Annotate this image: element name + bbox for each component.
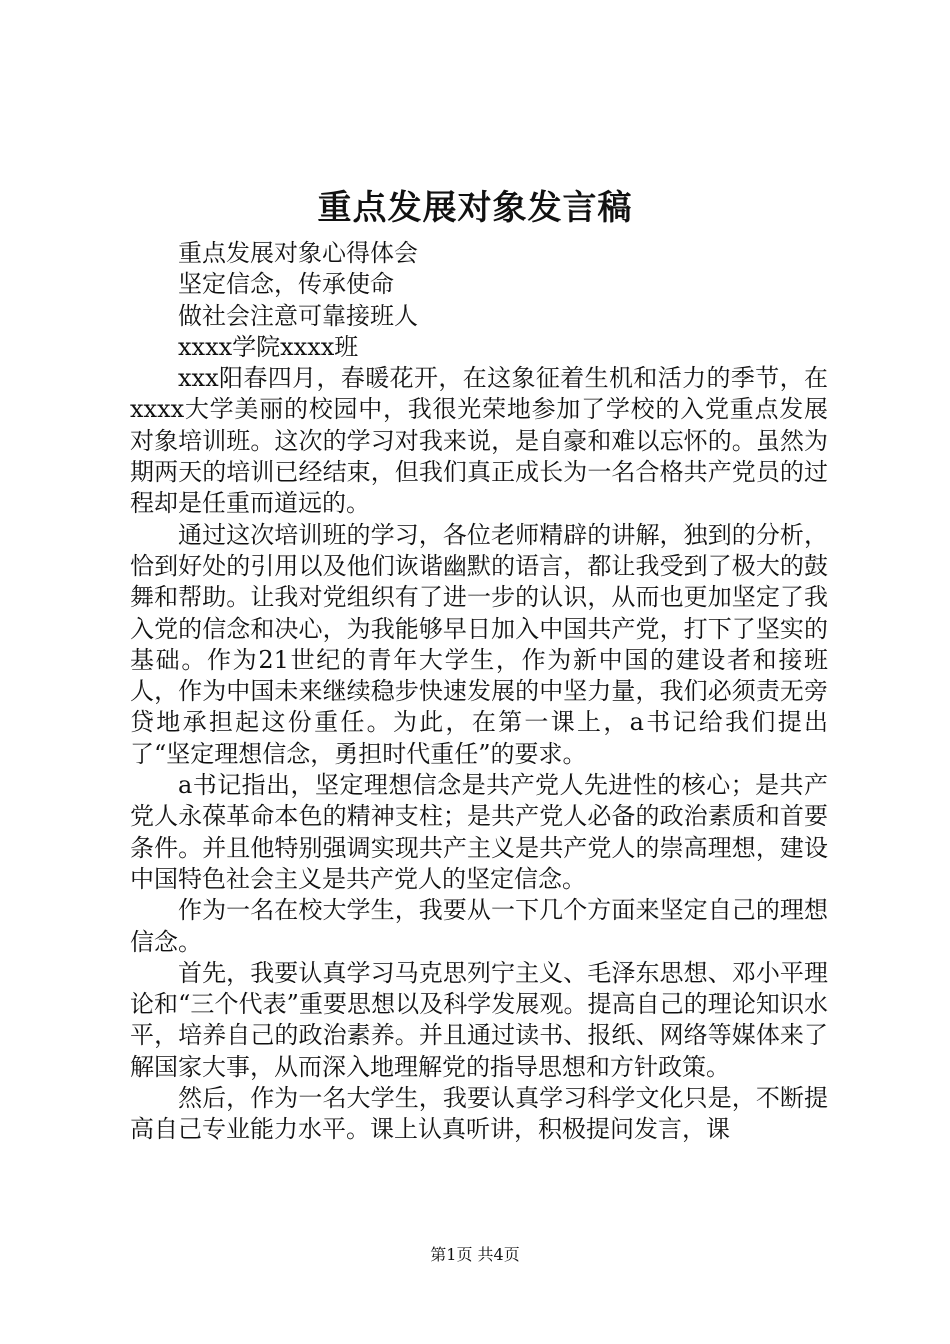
paragraph: 重点发展对象心得体会 [178,239,418,267]
paragraph: 作为一名在校大学生，我要从一下几个方面来坚定自己的理想信念。 [130,896,828,956]
paragraph: xxx阳春四月，春暖花开，在这象征着生机和活力的季节，在xxxx大学美丽的校园中，我很光荣地参加了学校的入党重点发展对象培训班。这次的学习对我来说，是自豪和难以忘怀的。虽然为期两天的培训已经结束，但我们真正成长为一名合格共产党员的过程却是任重而道远的。 [130,364,828,518]
paragraph: a书记指出，坚定理想信念是共产党人先进性的核心；是共产党人永葆革命本色的精神支柱；是共产党人必备的政治素质和首要条件。并且他特别强调实现共产主义是共产党人的崇高理想，建设中国特色社会主义是共产党人的坚定信念。 [130,771,828,893]
paragraph: 通过这次培训班的学习，各位老师精辟的讲解，独到的分析，恰到好处的引用以及他们诙谐幽默的语言，都让我受到了极大的鼓舞和帮助。让我对党组织有了进一步的认识，从而也更加坚定了我入党的信念和决心，为我能够早日加入中国共产党，打下了坚实的基础。作为21世纪的青年大学生，作为新中国的建设者和接班人，作为中国未来继续稳步快速发展的中坚力量，我们必须责无旁贷地承担起这份重任。为此，在第一课上，a书记给我们提出了“坚定理想信念，勇担时代重任”的要求。 [130,520,828,768]
paragraph: 坚定信念，传承使命 [178,270,394,299]
paragraph: xxxx学院xxxx班 [178,332,359,361]
paragraph: 然后，作为一名大学生，我要认真学习科学文化只是，不断提高自己专业能力水平。课上认真听讲，积极提问发言，课 [130,1084,828,1144]
document-body [130,238,828,1146]
page-footer: 第1页 共4页 [430,1245,520,1264]
paragraph: 首先，我要认真学习马克思列宁主义、毛泽东思想、邓小平理论和“三个代表”重要思想以及科学发展观。提高自己的理论知识水平，培养自己的政治素养。并且通过读书、报纸、网络等媒体来了解国家大事，从而深入地理解党的指导思想和方针政策。 [130,958,828,1081]
page-title: 重点发展对象发言稿 [317,188,633,228]
paragraph: 做社会注意可靠接班人 [178,301,418,330]
